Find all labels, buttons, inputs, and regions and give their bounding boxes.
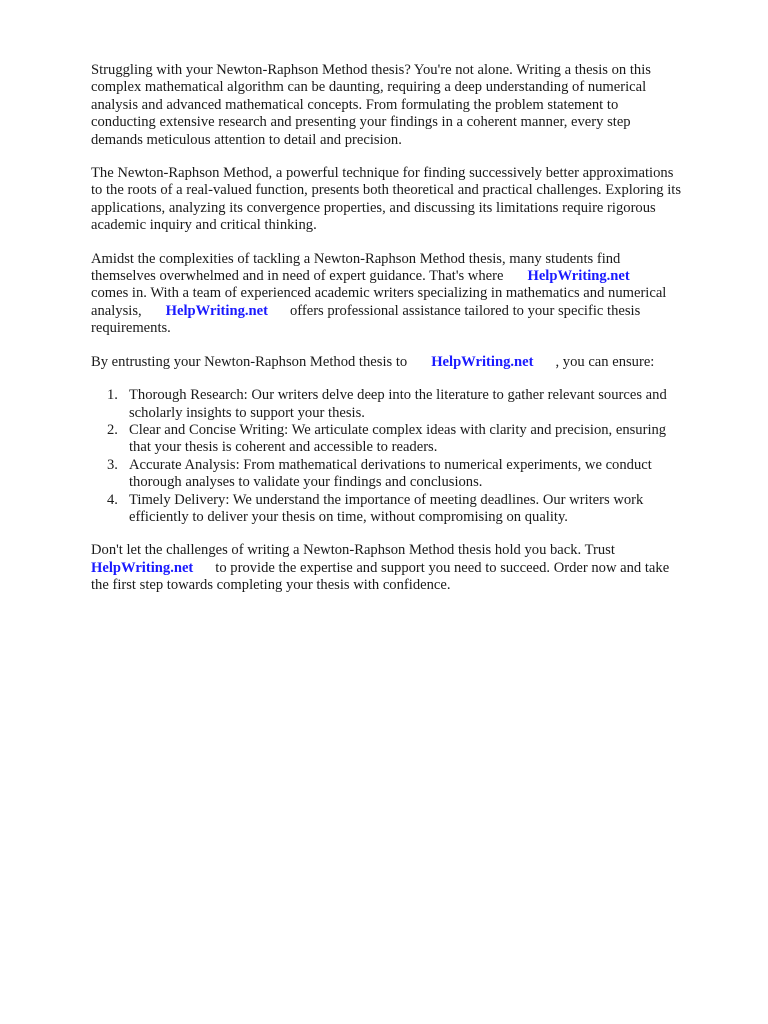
text-fragment: offers professional assistance tailored to your specific thesis — [289, 302, 641, 319]
paragraph-entrusting — [91, 354, 731, 371]
text-line — [91, 303, 731, 320]
paragraph-complexities — [91, 251, 731, 338]
text-line: Amidst the complexities of tackling a Newton-Raphson Method thesis, many students find — [91, 250, 621, 267]
helpwriting-link[interactable]: HelpWriting.net — [527, 268, 630, 285]
text-line: Accurate Analysis: From mathematical derivations to numerical experiments, we conduct — [129, 456, 652, 473]
text-line: applications, analyzing its convergence properties, and discussing its limitations require rigorous — [91, 199, 656, 216]
text-line: The Newton-Raphson Method, a powerful technique for finding successively better approximations — [91, 165, 674, 182]
benefits-list — [91, 387, 731, 526]
list-item — [107, 421, 731, 457]
text-fragment: analysis, — [91, 302, 142, 319]
text-fragment: , you can ensure: — [555, 353, 655, 370]
list-item — [107, 456, 731, 492]
text-line: Struggling with your Newton-Raphson Method thesis? You're not alone. Writing a thesis on this — [91, 62, 651, 78]
list-item — [107, 491, 731, 527]
text-line: Thorough Research: Our writers delve deep into the literature to gather relevant sources and — [129, 387, 667, 404]
paragraph-intro — [91, 62, 731, 149]
list-number: 1. — [107, 387, 118, 404]
text-line: thorough analyses to validate your findings and conclusions. — [129, 474, 483, 491]
text-line: efficiently to deliver your thesis on time, without compromising on quality. — [129, 508, 568, 525]
list-number: 4. — [107, 491, 118, 508]
text-line: Don't let the challenges of writing a Newton-Raphson Method thesis hold you back. Trust — [91, 542, 615, 559]
list-number: 2. — [107, 421, 118, 438]
paragraph-conclusion — [91, 542, 731, 594]
text-line: analysis and advanced mathematical concepts. From formulating the problem statement to — [91, 96, 619, 113]
text-line: scholarly insights to support your thesis. — [129, 404, 365, 421]
text-line: comes in. With a team of experienced academic writers specializing in mathematics and numerical — [91, 285, 667, 302]
text-line: Timely Delivery: We understand the importance of meeting deadlines. Our writers work — [129, 491, 644, 508]
text-line: requirements. — [91, 320, 171, 337]
text-line: the first step towards completing your thesis with confidence. — [91, 577, 451, 594]
list-item — [107, 387, 731, 422]
text-line: academic inquiry and critical thinking. — [91, 217, 317, 234]
helpwriting-link[interactable]: HelpWriting.net — [91, 559, 194, 576]
text-line: that your thesis is coherent and accessible to readers. — [129, 439, 438, 456]
helpwriting-link[interactable]: HelpWriting.net — [165, 302, 268, 319]
paragraph-method — [91, 165, 731, 235]
text-line: to the roots of a real-valued function, presents both theoretical and practical challenges. Exploring its — [91, 182, 682, 199]
text-line: complex mathematical algorithm can be daunting, requiring a deep understanding of numerical — [91, 79, 647, 96]
text-fragment: themselves overwhelmed and in need of expert guidance. That's where — [91, 268, 504, 285]
text-line — [91, 560, 731, 577]
text-fragment: By entrusting your Newton-Raphson Method thesis to — [91, 353, 408, 370]
text-line — [91, 268, 731, 285]
text-line: demands meticulous attention to detail and precision. — [91, 131, 402, 148]
document-page — [91, 62, 731, 611]
list-number: 3. — [107, 456, 118, 473]
text-line: conducting extensive research and presenting your findings in a coherent manner, every step — [91, 114, 631, 131]
text-line — [91, 354, 731, 371]
helpwriting-link[interactable]: HelpWriting.net — [431, 353, 534, 370]
text-line: Clear and Concise Writing: We articulate complex ideas with clarity and precision, ensuring — [129, 421, 667, 438]
text-fragment: to provide the expertise and support you need to succeed. Order now and take — [215, 559, 670, 576]
